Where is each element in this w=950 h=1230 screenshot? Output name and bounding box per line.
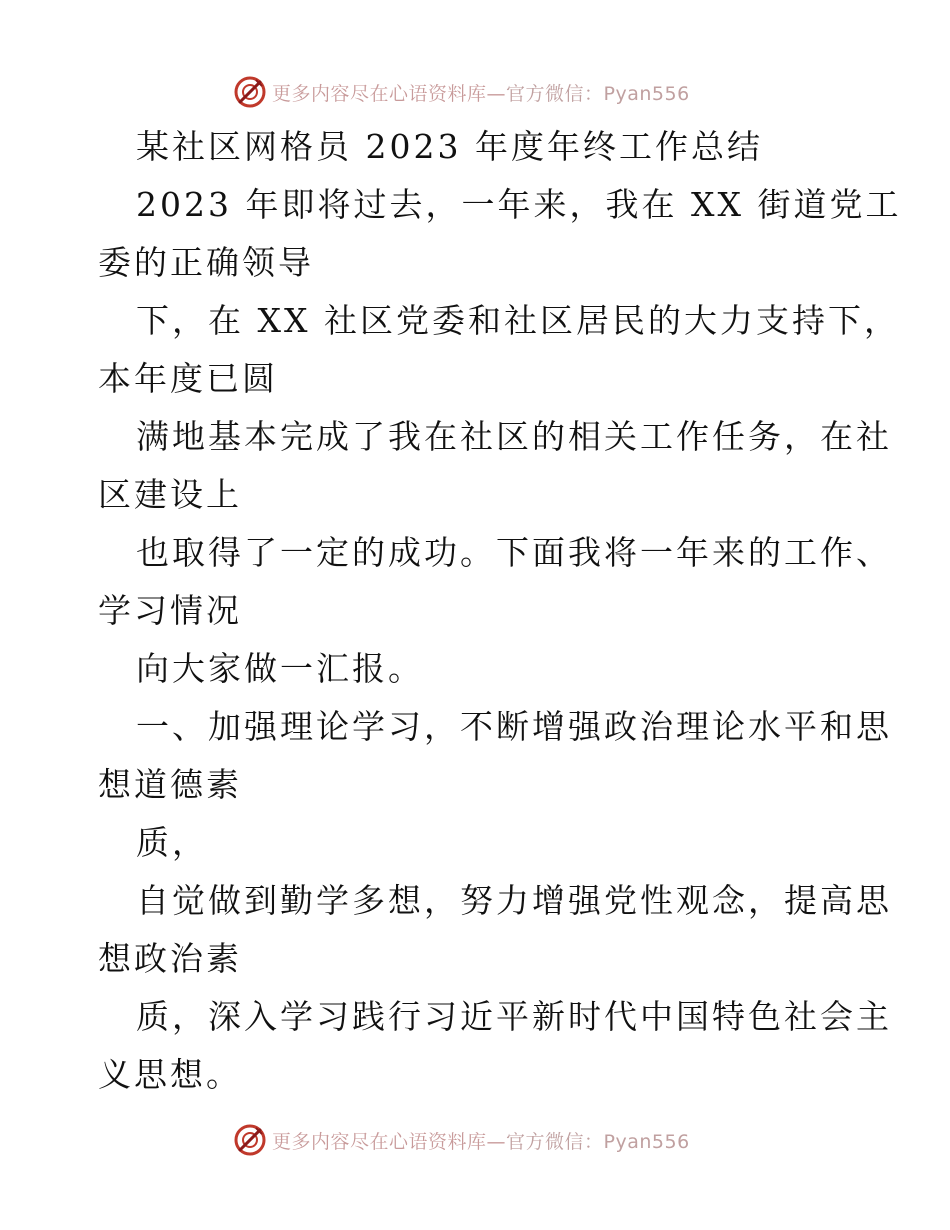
section-heading: 想道德素 <box>98 765 242 804</box>
watermark-dash: — <box>486 82 507 105</box>
section-heading: 一、加强理论学习，不断增强政治理论水平和思 <box>136 707 892 746</box>
paragraph-line: 下，在 XX 社区党委和社区居民的大力支持下， <box>136 301 900 340</box>
footer-watermark <box>232 1120 732 1160</box>
watermark-text: 更多内容尽在心语资料库 <box>272 1130 487 1153</box>
watermark-wechat: 官方微信：Pyan556 <box>506 82 690 105</box>
paragraph-line: 学习情况 <box>98 591 242 630</box>
paragraph-line: 自觉做到勤学多想，努力增强党性观念，提高思 <box>136 881 892 920</box>
paragraph-line: 质，深入学习践行习近平新时代中国特色社会主 <box>136 997 892 1036</box>
paragraph-line: 本年度已圆 <box>98 359 278 398</box>
paragraph-line: 想政治素 <box>98 939 242 978</box>
paragraph-line: 委的正确领导 <box>98 243 314 282</box>
paragraph-line: 区建设上 <box>98 475 242 514</box>
watermark-text: 更多内容尽在心语资料库 <box>272 82 487 105</box>
logo-icon <box>232 74 268 110</box>
document-title: 某社区网格员 2023 年度年终工作总结 <box>136 127 763 166</box>
paragraph-line: 质， <box>136 823 208 862</box>
logo-icon <box>232 1122 268 1158</box>
paragraph-line: 满地基本完成了我在社区的相关工作任务，在社 <box>136 417 892 456</box>
watermark-dash: — <box>486 1130 507 1153</box>
paragraph-line: 2023 年即将过去，一年来，我在 XX 街道党工 <box>136 185 902 224</box>
paragraph-line: 向大家做一汇报。 <box>136 649 424 688</box>
paragraph-line: 也取得了一定的成功。下面我将一年来的工作、 <box>136 533 892 572</box>
watermark-wechat: 官方微信：Pyan556 <box>506 1130 690 1153</box>
header-watermark <box>232 72 732 112</box>
paragraph-line: 义思想。 <box>98 1055 242 1094</box>
